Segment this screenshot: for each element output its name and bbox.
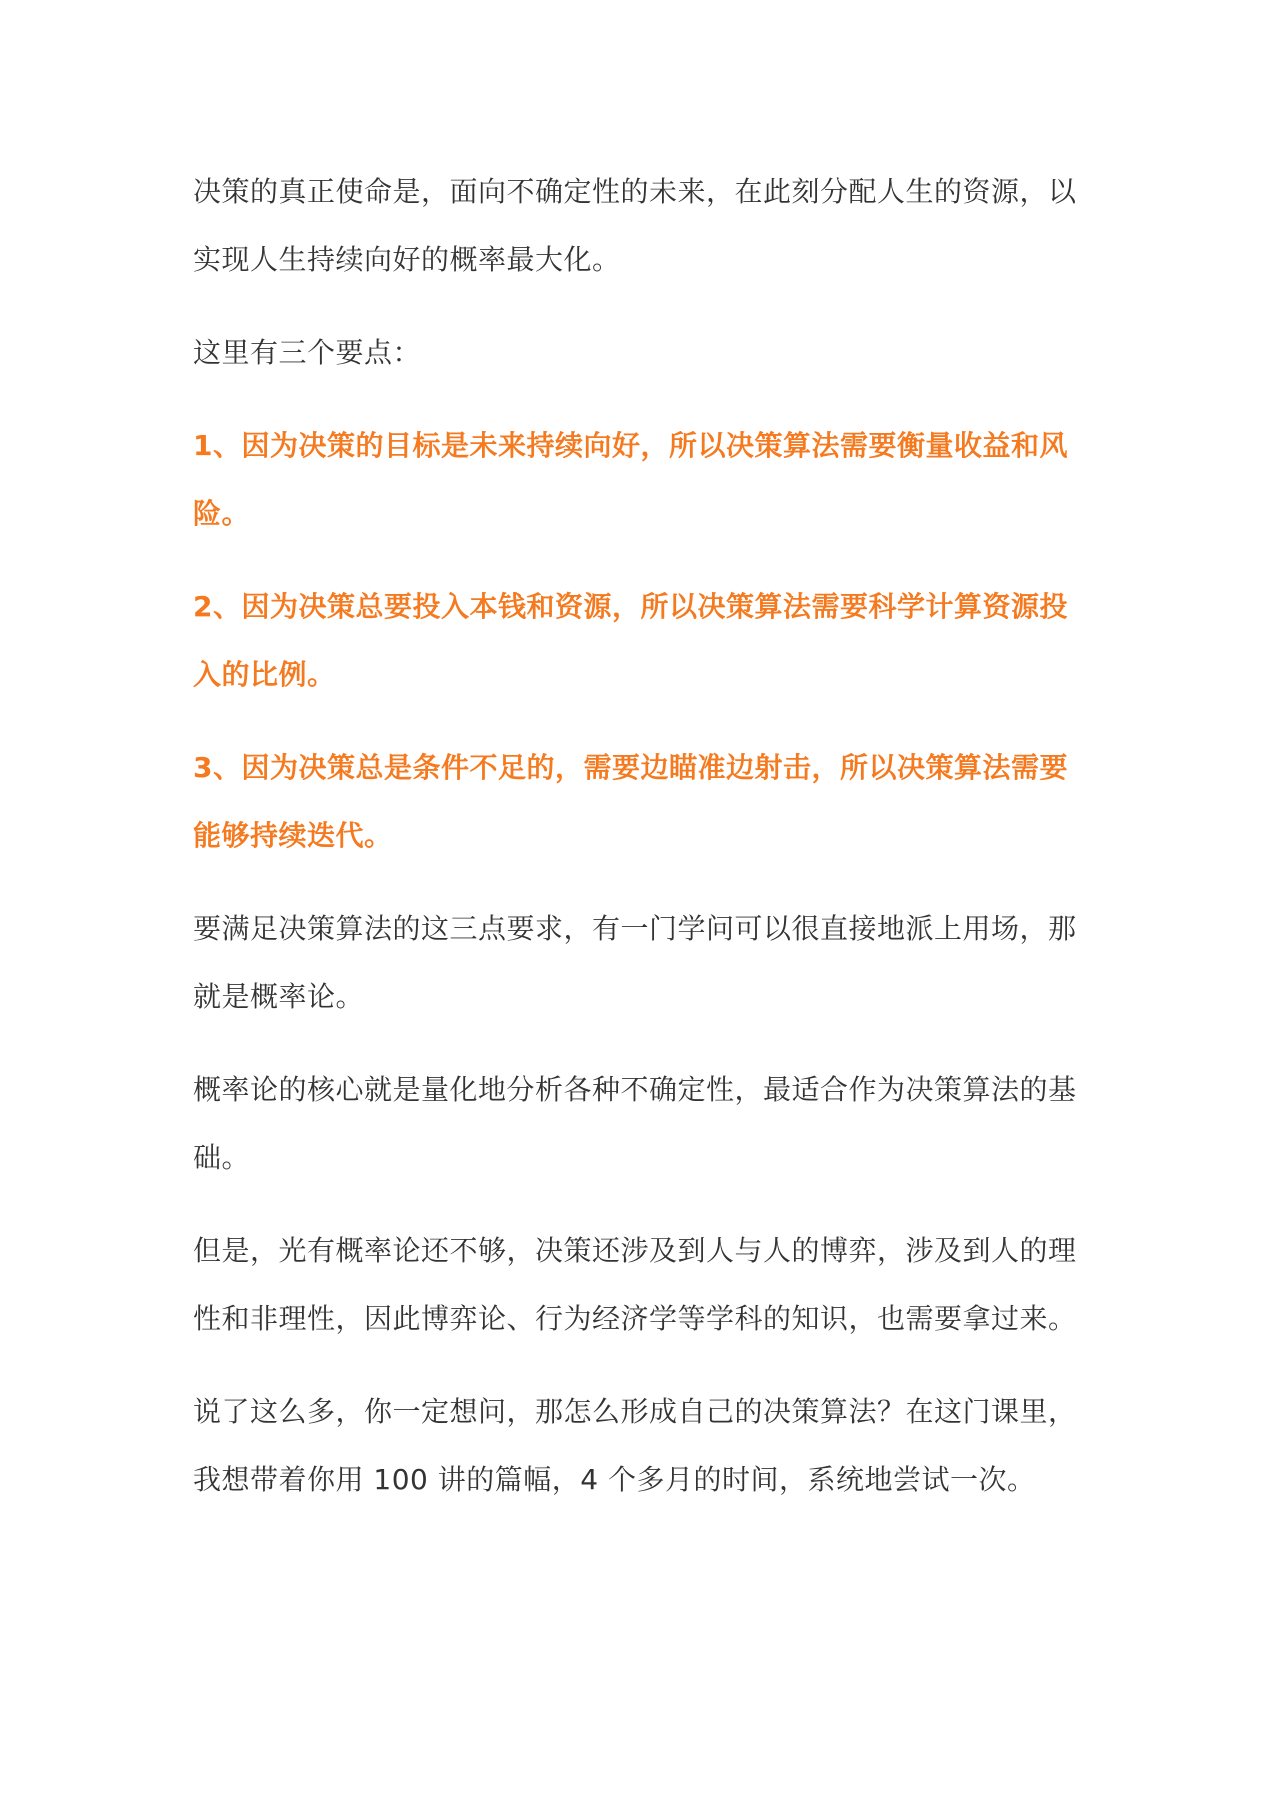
key-point-2: 2、因为决策总要投入本钱和资源，所以决策算法需要科学计算资源投入的比例。: [193, 590, 1068, 691]
paragraph-probability-theory: 要满足决策算法的这三点要求，有一门学问可以很直接地派上用场，那就是概率论。: [193, 912, 1077, 1013]
key-point-3: 3、因为决策总是条件不足的，需要边瞄准边射击，所以决策算法需要能够持续迭代。: [193, 751, 1068, 852]
paragraph-key-points-intro: 这里有三个要点：: [193, 336, 422, 369]
article-body: [193, 158, 1083, 1539]
key-point-1: 1、因为决策的目标是未来持续向好，所以决策算法需要衡量收益和风险。: [193, 429, 1068, 530]
paragraph-mission: 决策的真正使命是，面向不确定性的未来，在此刻分配人生的资源，以实现人生持续向好的概率最大化。: [193, 175, 1077, 276]
paragraph-course-plan: 说了这么多，你一定想问，那怎么形成自己的决策算法？在这门课里，我想带着你用 100 讲的篇幅，4 个多月的时间，系统地尝试一次。: [193, 1395, 1077, 1496]
paragraph-game-theory: 但是，光有概率论还不够，决策还涉及到人与人的博弈，涉及到人的理性和非理性，因此博弈论、行为经济学等学科的知识，也需要拿过来。: [193, 1234, 1077, 1335]
paragraph-probability-core: 概率论的核心就是量化地分析各种不确定性，最适合作为决策算法的基础。: [193, 1073, 1077, 1174]
